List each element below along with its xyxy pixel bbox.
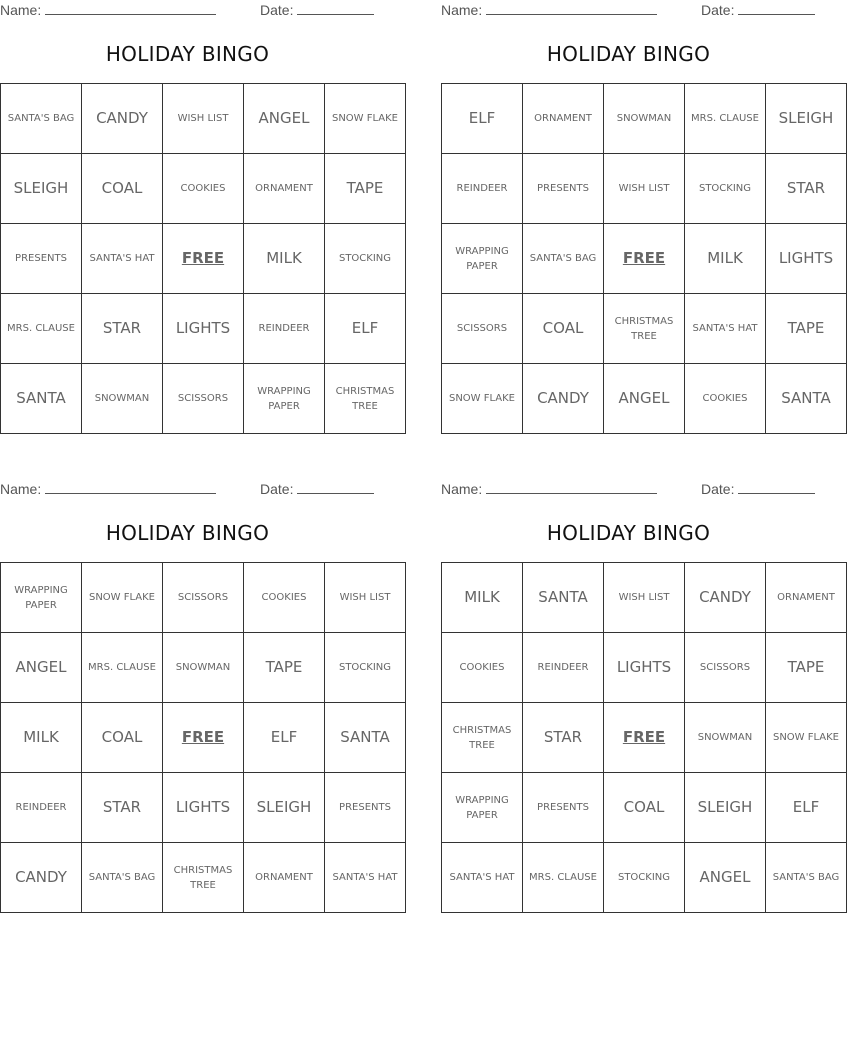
bingo-cell[interactable]: MILK	[685, 224, 766, 294]
bingo-cell[interactable]: LIGHTS	[163, 294, 244, 364]
bingo-cell[interactable]: CHRISTMAS TREE	[604, 294, 685, 364]
bingo-cell[interactable]: SANTA'S BAG	[523, 224, 604, 294]
bingo-card-2	[441, 0, 834, 440]
bingo-cell[interactable]: PRESENTS	[1, 224, 82, 294]
bingo-cell[interactable]: SCISSORS	[442, 294, 523, 364]
name-label: Name:	[441, 481, 483, 497]
bingo-cell[interactable]: SLEIGH	[244, 773, 325, 843]
free-space[interactable]: FREE	[163, 703, 244, 773]
bingo-cell[interactable]: STAR	[82, 294, 163, 364]
bingo-cell[interactable]: ELF	[442, 84, 523, 154]
bingo-cell[interactable]: SANTA	[1, 364, 82, 434]
bingo-cell[interactable]: TAPE	[766, 294, 847, 364]
bingo-cell[interactable]: ELF	[244, 703, 325, 773]
card-title: HOLIDAY BINGO	[105, 521, 270, 545]
bingo-cell[interactable]: COOKIES	[163, 154, 244, 224]
bingo-cell[interactable]: SANTA'S BAG	[1, 84, 82, 154]
bingo-row	[442, 154, 847, 224]
bingo-cell[interactable]: STOCKING	[685, 154, 766, 224]
bingo-cell[interactable]: SNOW FLAKE	[82, 563, 163, 633]
bingo-cell[interactable]: COAL	[523, 294, 604, 364]
free-space[interactable]: FREE	[604, 703, 685, 773]
bingo-row	[442, 703, 847, 773]
bingo-cell[interactable]: STAR	[523, 703, 604, 773]
bingo-cell[interactable]: SANTA	[523, 563, 604, 633]
bingo-cell[interactable]: CHRISTMAS TREE	[325, 364, 406, 434]
bingo-row	[442, 843, 847, 913]
bingo-cell[interactable]: SNOW FLAKE	[766, 703, 847, 773]
bingo-cell[interactable]: MRS. CLAUSE	[1, 294, 82, 364]
bingo-cell[interactable]: SANTA'S BAG	[766, 843, 847, 913]
bingo-cell[interactable]: MILK	[244, 224, 325, 294]
bingo-cell[interactable]: LIGHTS	[604, 633, 685, 703]
bingo-cell[interactable]: TAPE	[244, 633, 325, 703]
bingo-row	[442, 563, 847, 633]
bingo-cell[interactable]: MRS. CLAUSE	[82, 633, 163, 703]
bingo-card-1	[0, 0, 399, 440]
bingo-cell[interactable]: ANGEL	[685, 843, 766, 913]
date-label: Date:	[701, 481, 735, 497]
bingo-cell[interactable]: SLEIGH	[1, 154, 82, 224]
bingo-cell[interactable]: REINDEER	[1, 773, 82, 843]
bingo-cell[interactable]: ORNAMENT	[244, 154, 325, 224]
bingo-cell[interactable]: ORNAMENT	[766, 563, 847, 633]
bingo-cell[interactable]: COOKIES	[442, 633, 523, 703]
bingo-cell[interactable]: WISH LIST	[163, 84, 244, 154]
bingo-cell[interactable]: STOCKING	[325, 224, 406, 294]
bingo-cell[interactable]: REINDEER	[442, 154, 523, 224]
bingo-grid	[441, 83, 847, 434]
bingo-cell[interactable]: WRAPPING PAPER	[442, 224, 523, 294]
bingo-cell[interactable]: SCISSORS	[163, 364, 244, 434]
name-label: Name:	[0, 2, 42, 18]
bingo-cell[interactable]: PRESENTS	[523, 154, 604, 224]
name-field[interactable]	[0, 481, 216, 499]
bingo-cell[interactable]: SLEIGH	[766, 84, 847, 154]
bingo-cell[interactable]: MILK	[442, 563, 523, 633]
date-label: Date:	[701, 2, 735, 18]
free-space[interactable]: FREE	[604, 224, 685, 294]
bingo-cell[interactable]: MRS. CLAUSE	[523, 843, 604, 913]
bingo-cell[interactable]: CANDY	[82, 84, 163, 154]
date-field[interactable]	[260, 2, 374, 20]
name-label: Name:	[0, 481, 42, 497]
bingo-cell[interactable]: ANGEL	[604, 364, 685, 434]
bingo-row	[442, 224, 847, 294]
bingo-cell[interactable]: SNOW FLAKE	[442, 364, 523, 434]
bingo-cell[interactable]: COOKIES	[685, 364, 766, 434]
bingo-cell[interactable]: CANDY	[685, 563, 766, 633]
bingo-cell[interactable]: SNOWMAN	[82, 364, 163, 434]
bingo-cell[interactable]: WRAPPING PAPER	[442, 773, 523, 843]
bingo-row	[1, 364, 406, 434]
bingo-row	[442, 364, 847, 434]
bingo-cell[interactable]: ANGEL	[1, 633, 82, 703]
bingo-cell[interactable]: ELF	[766, 773, 847, 843]
bingo-cell[interactable]: STAR	[766, 154, 847, 224]
bingo-cell[interactable]: TAPE	[325, 154, 406, 224]
date-field[interactable]	[701, 481, 815, 499]
bingo-cell[interactable]: TAPE	[766, 633, 847, 703]
bingo-row	[1, 773, 406, 843]
bingo-row	[442, 84, 847, 154]
bingo-cell[interactable]: SANTA'S HAT	[82, 224, 163, 294]
date-label: Date:	[260, 481, 294, 497]
bingo-cell[interactable]: SANTA'S HAT	[325, 843, 406, 913]
bingo-cell[interactable]: COAL	[604, 773, 685, 843]
bingo-cell[interactable]: SNOWMAN	[163, 633, 244, 703]
card-title: HOLIDAY BINGO	[105, 42, 270, 66]
bingo-cell[interactable]: PRESENTS	[325, 773, 406, 843]
name-field[interactable]	[441, 481, 657, 499]
bingo-cell[interactable]: ELF	[325, 294, 406, 364]
bingo-row	[1, 633, 406, 703]
bingo-cell[interactable]: MRS. CLAUSE	[685, 84, 766, 154]
bingo-cell[interactable]: SCISSORS	[685, 633, 766, 703]
bingo-cell[interactable]: LIGHTS	[766, 224, 847, 294]
bingo-cell[interactable]: SNOWMAN	[685, 703, 766, 773]
bingo-cell[interactable]: SCISSORS	[163, 563, 244, 633]
bingo-card-3	[0, 479, 398, 919]
bingo-cell[interactable]: COAL	[82, 154, 163, 224]
bingo-cell[interactable]: MILK	[1, 703, 82, 773]
bingo-cell[interactable]: WRAPPING PAPER	[244, 364, 325, 434]
date-field[interactable]	[701, 2, 815, 20]
bingo-cell[interactable]: STOCKING	[325, 633, 406, 703]
bingo-cell[interactable]: ORNAMENT	[244, 843, 325, 913]
bingo-cell[interactable]: CANDY	[1, 843, 82, 913]
bingo-grid	[0, 562, 406, 913]
bingo-cell[interactable]: CANDY	[523, 364, 604, 434]
bingo-cell[interactable]: COAL	[82, 703, 163, 773]
bingo-cell[interactable]: SANTA'S HAT	[442, 843, 523, 913]
bingo-cell[interactable]: STAR	[82, 773, 163, 843]
bingo-row	[442, 773, 847, 843]
bingo-cell[interactable]: REINDEER	[523, 633, 604, 703]
bingo-cell[interactable]: STOCKING	[604, 843, 685, 913]
bingo-row	[1, 154, 406, 224]
name-field[interactable]	[0, 2, 216, 20]
bingo-cell[interactable]: SANTA'S HAT	[685, 294, 766, 364]
bingo-cell[interactable]: COOKIES	[244, 563, 325, 633]
bingo-row	[442, 633, 847, 703]
bingo-cell[interactable]: SANTA'S BAG	[82, 843, 163, 913]
card-title: HOLIDAY BINGO	[546, 42, 711, 66]
bingo-cell[interactable]: SANTA	[766, 364, 847, 434]
bingo-row	[1, 843, 406, 913]
bingo-row	[442, 294, 847, 364]
bingo-row	[1, 84, 406, 154]
bingo-cell[interactable]: ANGEL	[244, 84, 325, 154]
bingo-card-4	[441, 479, 840, 919]
bingo-cell[interactable]: SNOW FLAKE	[325, 84, 406, 154]
card-title: HOLIDAY BINGO	[546, 521, 711, 545]
bingo-cell[interactable]: SANTA	[325, 703, 406, 773]
bingo-cell[interactable]: SNOWMAN	[604, 84, 685, 154]
bingo-row	[1, 224, 406, 294]
bingo-row	[1, 563, 406, 633]
bingo-row	[1, 703, 406, 773]
bingo-cell[interactable]: SLEIGH	[685, 773, 766, 843]
bingo-cell[interactable]: WISH LIST	[604, 154, 685, 224]
name-field[interactable]	[441, 2, 657, 20]
bingo-cell[interactable]: CHRISTMAS TREE	[442, 703, 523, 773]
bingo-grid	[441, 562, 847, 913]
free-space[interactable]: FREE	[163, 224, 244, 294]
bingo-row	[1, 294, 406, 364]
bingo-cell[interactable]: ORNAMENT	[523, 84, 604, 154]
name-label: Name:	[441, 2, 483, 18]
bingo-cell[interactable]: WRAPPING PAPER	[1, 563, 82, 633]
bingo-grid	[0, 83, 406, 434]
date-field[interactable]	[260, 481, 374, 499]
bingo-cell[interactable]: WISH LIST	[604, 563, 685, 633]
bingo-cell[interactable]: WISH LIST	[325, 563, 406, 633]
bingo-cell[interactable]: PRESENTS	[523, 773, 604, 843]
bingo-cell[interactable]: LIGHTS	[163, 773, 244, 843]
bingo-cell[interactable]: CHRISTMAS TREE	[163, 843, 244, 913]
date-label: Date:	[260, 2, 294, 18]
bingo-cell[interactable]: REINDEER	[244, 294, 325, 364]
